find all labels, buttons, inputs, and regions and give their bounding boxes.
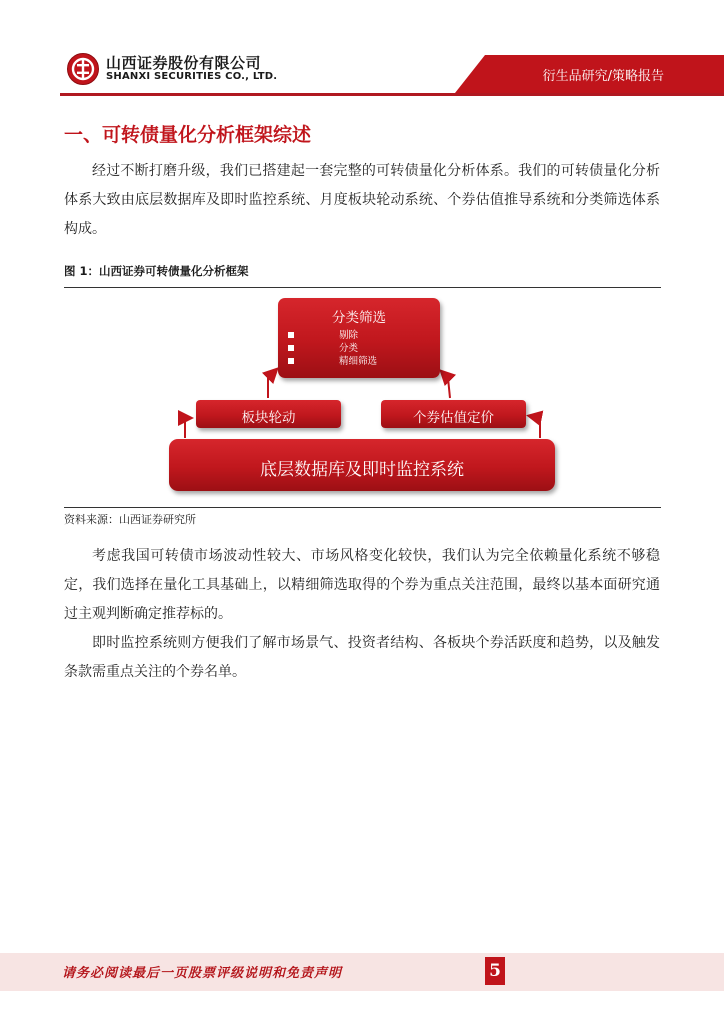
square-bullet-icon [288,332,294,338]
base-database-monitor-box [169,439,555,491]
figure-caption: 图 1：山西证券可转债量化分析框架 [64,264,249,278]
arrow-base-to-valuation [530,416,540,438]
sector-rotation-label: 板块轮动 [241,410,296,426]
filter-box-title: 分类筛选 [332,310,386,326]
sector-rotation-box [196,400,341,428]
footer-disclaimer: 请务必阅读最后一页股票评级说明和免责声明 [62,966,343,981]
bond-valuation-label: 个券估值定价 [413,410,494,426]
intro-paragraph: 经过不断打磨升级，我们已搭建起一套完整的可转债量化分析体系。我们的可转债量化分析体系大致由底层数据库及即时监控系统、月度板块轮动系统、个券估值推导系统和分类筛选体系构成。 [64,163,660,237]
body-paragraph-1: 考虑我国可转债市场波动性较大、市场风格变化较快，我们认为完全依赖量化系统不够稳定，我们选择在量化工具基础上，以精细筛选取得的个券为重点关注范围，最终以基本面研究通过主观判断确定推荐标的。 [64,548,660,622]
square-bullet-icon [288,345,294,351]
arrow-valuation-to-filter [442,372,450,398]
report-type-label: 衍生品研究/策略报告 [542,69,664,84]
arrow-base-to-sector [185,418,190,438]
section-title: 一、可转债量化分析框架综述 [64,124,312,146]
classification-filter-box: 分类筛选 剔除 分类 精细筛选 [278,298,440,378]
page-number: 5 [485,957,505,985]
company-name-en: SHANXI SECURITIES CO., LTD. [106,71,278,82]
square-bullet-icon [288,358,294,364]
company-name-cn: 山西证券股份有限公司 [106,54,262,72]
figure-source: 资料来源：山西证券研究所 [64,513,196,526]
figure-bottom-rule [64,507,661,508]
bond-valuation-box [381,400,526,428]
base-database-label: 底层数据库及即时监控系统 [260,460,464,480]
body-paragraph-2: 即时监控系统则方便我们了解市场景气、投资者结构、各板块个券活跃度和趋势，以及触发条款需重点关注的个券名单。 [64,635,660,680]
arrow-sector-to-filter [268,370,276,398]
